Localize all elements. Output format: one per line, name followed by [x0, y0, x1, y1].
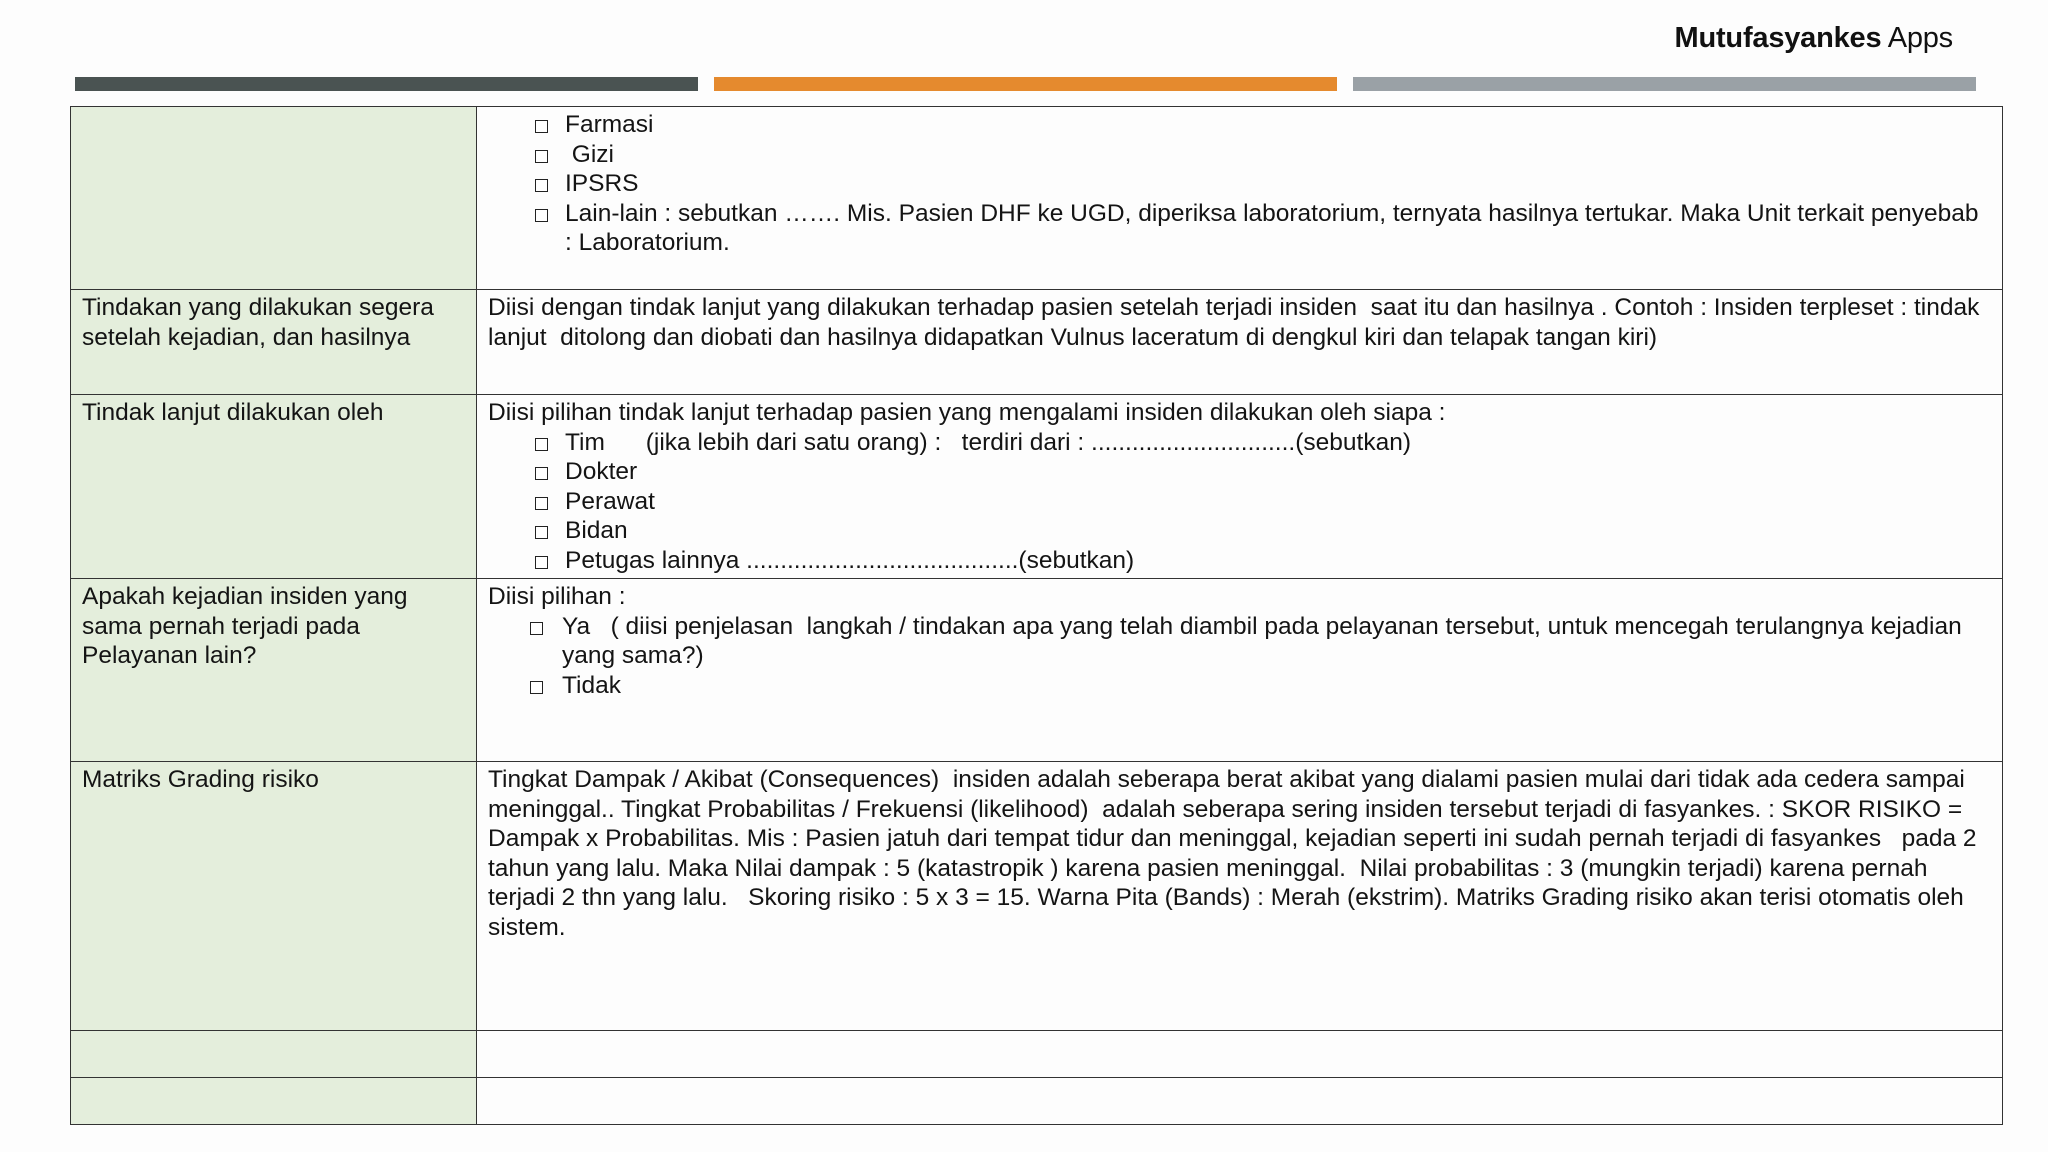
row-label-matriks: Matriks Grading risiko: [71, 762, 477, 1031]
row-value-empty[interactable]: [477, 1031, 2003, 1078]
brand-name: Mutufasyankes: [1674, 22, 1882, 54]
row-label-tindak-lanjut: Tindak lanjut dilakukan oleh: [71, 395, 477, 579]
option-ya[interactable]: Ya ( diisi penjelasan langkah / tindakan apa yang telah diambil pada pelayanan tersebut, untuk mencegah terulangnya kejadian yang sama?): [526, 612, 1991, 671]
row-value-units: [477, 107, 2003, 290]
row-label-units: [71, 107, 477, 290]
table-row-tindak-lanjut: [71, 395, 2003, 579]
option-gizi[interactable]: Gizi: [531, 140, 1991, 170]
header-bar-gray: [1353, 77, 1976, 91]
option-farmasi[interactable]: Farmasi: [531, 110, 1991, 140]
option-tidak[interactable]: Tidak: [526, 671, 1991, 701]
option-dokter[interactable]: Dokter: [531, 457, 1991, 487]
tindak-lanjut-options: [488, 428, 1991, 576]
table-row-empty: [71, 1031, 2003, 1078]
header-bar-orange: [714, 77, 1337, 91]
kejadian-sama-options: [488, 612, 1991, 701]
row-value-tindak-lanjut: [477, 395, 2003, 579]
table-row-kejadian-sama: [71, 579, 2003, 762]
row-label-empty: [71, 1031, 477, 1078]
header-bar-dark: [75, 77, 698, 91]
option-petugas-lainnya[interactable]: Petugas lainnya ........................................(sebutkan): [531, 546, 1991, 576]
option-bidan[interactable]: Bidan: [531, 516, 1991, 546]
option-tim[interactable]: Tim (jika lebih dari satu orang) : terdiri dari : ..............................(sebutkan): [531, 428, 1991, 458]
unit-options: [488, 110, 1991, 258]
table-row-matriks: [71, 762, 2003, 1031]
row-value-matriks: Tingkat Dampak / Akibat (Consequences) insiden adalah seberapa berat akibat yang dialami pasien mulai dari tidak ada cedera sampai meninggal.. Tingkat Probabilitas / Frekuensi (likelihood) adalah seberapa sering insiden tersebut terjadi di fasyankes. : SKOR RISIKO = Dampak x Probabilitas. Mis : Pasien jatuh dari tempat tidur dan meninggal, kejadian seperti ini sudah pernah terjadi di fasyankes pada 2 tahun yang lalu. Maka Nilai dampak : 5 (katastropik ) karena pasien meninggal. Nilai probabilitas : 3 (mungkin terjadi) karena pernah terjadi 2 thn yang lalu. Skoring risiko : 5 x 3 = 15. Warna Pita (Bands) : Merah (ekstrim). Matriks Grading risiko akan terisi otomatis oleh sistem.: [477, 762, 2003, 1031]
tindak-lanjut-intro: Diisi pilihan tindak lanjut terhadap pasien yang mengalami insiden dilakukan oleh siapa :: [488, 399, 1446, 426]
table-row-empty: [71, 1078, 2003, 1125]
row-label-kejadian-sama: Apakah kejadian insiden yang sama pernah terjadi pada Pelayanan lain?: [71, 579, 477, 762]
option-lain-lain[interactable]: Lain-lain : sebutkan ……. Mis. Pasien DHF ke UGD, diperiksa laboratorium, ternyata hasilnya tertukar. Maka Unit terkait penyebab : Laboratorium.: [531, 199, 1991, 258]
option-ipsrs[interactable]: IPSRS: [531, 169, 1991, 199]
app-brand: [1675, 22, 1954, 55]
brand-suffix: Apps: [1887, 22, 1953, 54]
option-perawat[interactable]: Perawat: [531, 487, 1991, 517]
row-label-tindakan: Tindakan yang dilakukan segera setelah kejadian, dan hasilnya: [71, 290, 477, 395]
row-value-empty[interactable]: [477, 1078, 2003, 1125]
row-label-empty: [71, 1078, 477, 1125]
table-row-tindakan: [71, 290, 2003, 395]
kejadian-sama-intro: Diisi pilihan :: [488, 583, 626, 610]
row-value-kejadian-sama: [477, 579, 2003, 762]
incident-form-table: [70, 106, 2003, 1125]
table-row-units: [71, 107, 2003, 290]
row-value-tindakan: Diisi dengan tindak lanjut yang dilakukan terhadap pasien setelah terjadi insiden saat itu dan hasilnya . Contoh : Insiden terpleset : tindak lanjut ditolong dan diobati dan hasilnya didapatkan Vulnus laceratum di dengkul kiri dan telapak tangan kiri): [477, 290, 2003, 395]
